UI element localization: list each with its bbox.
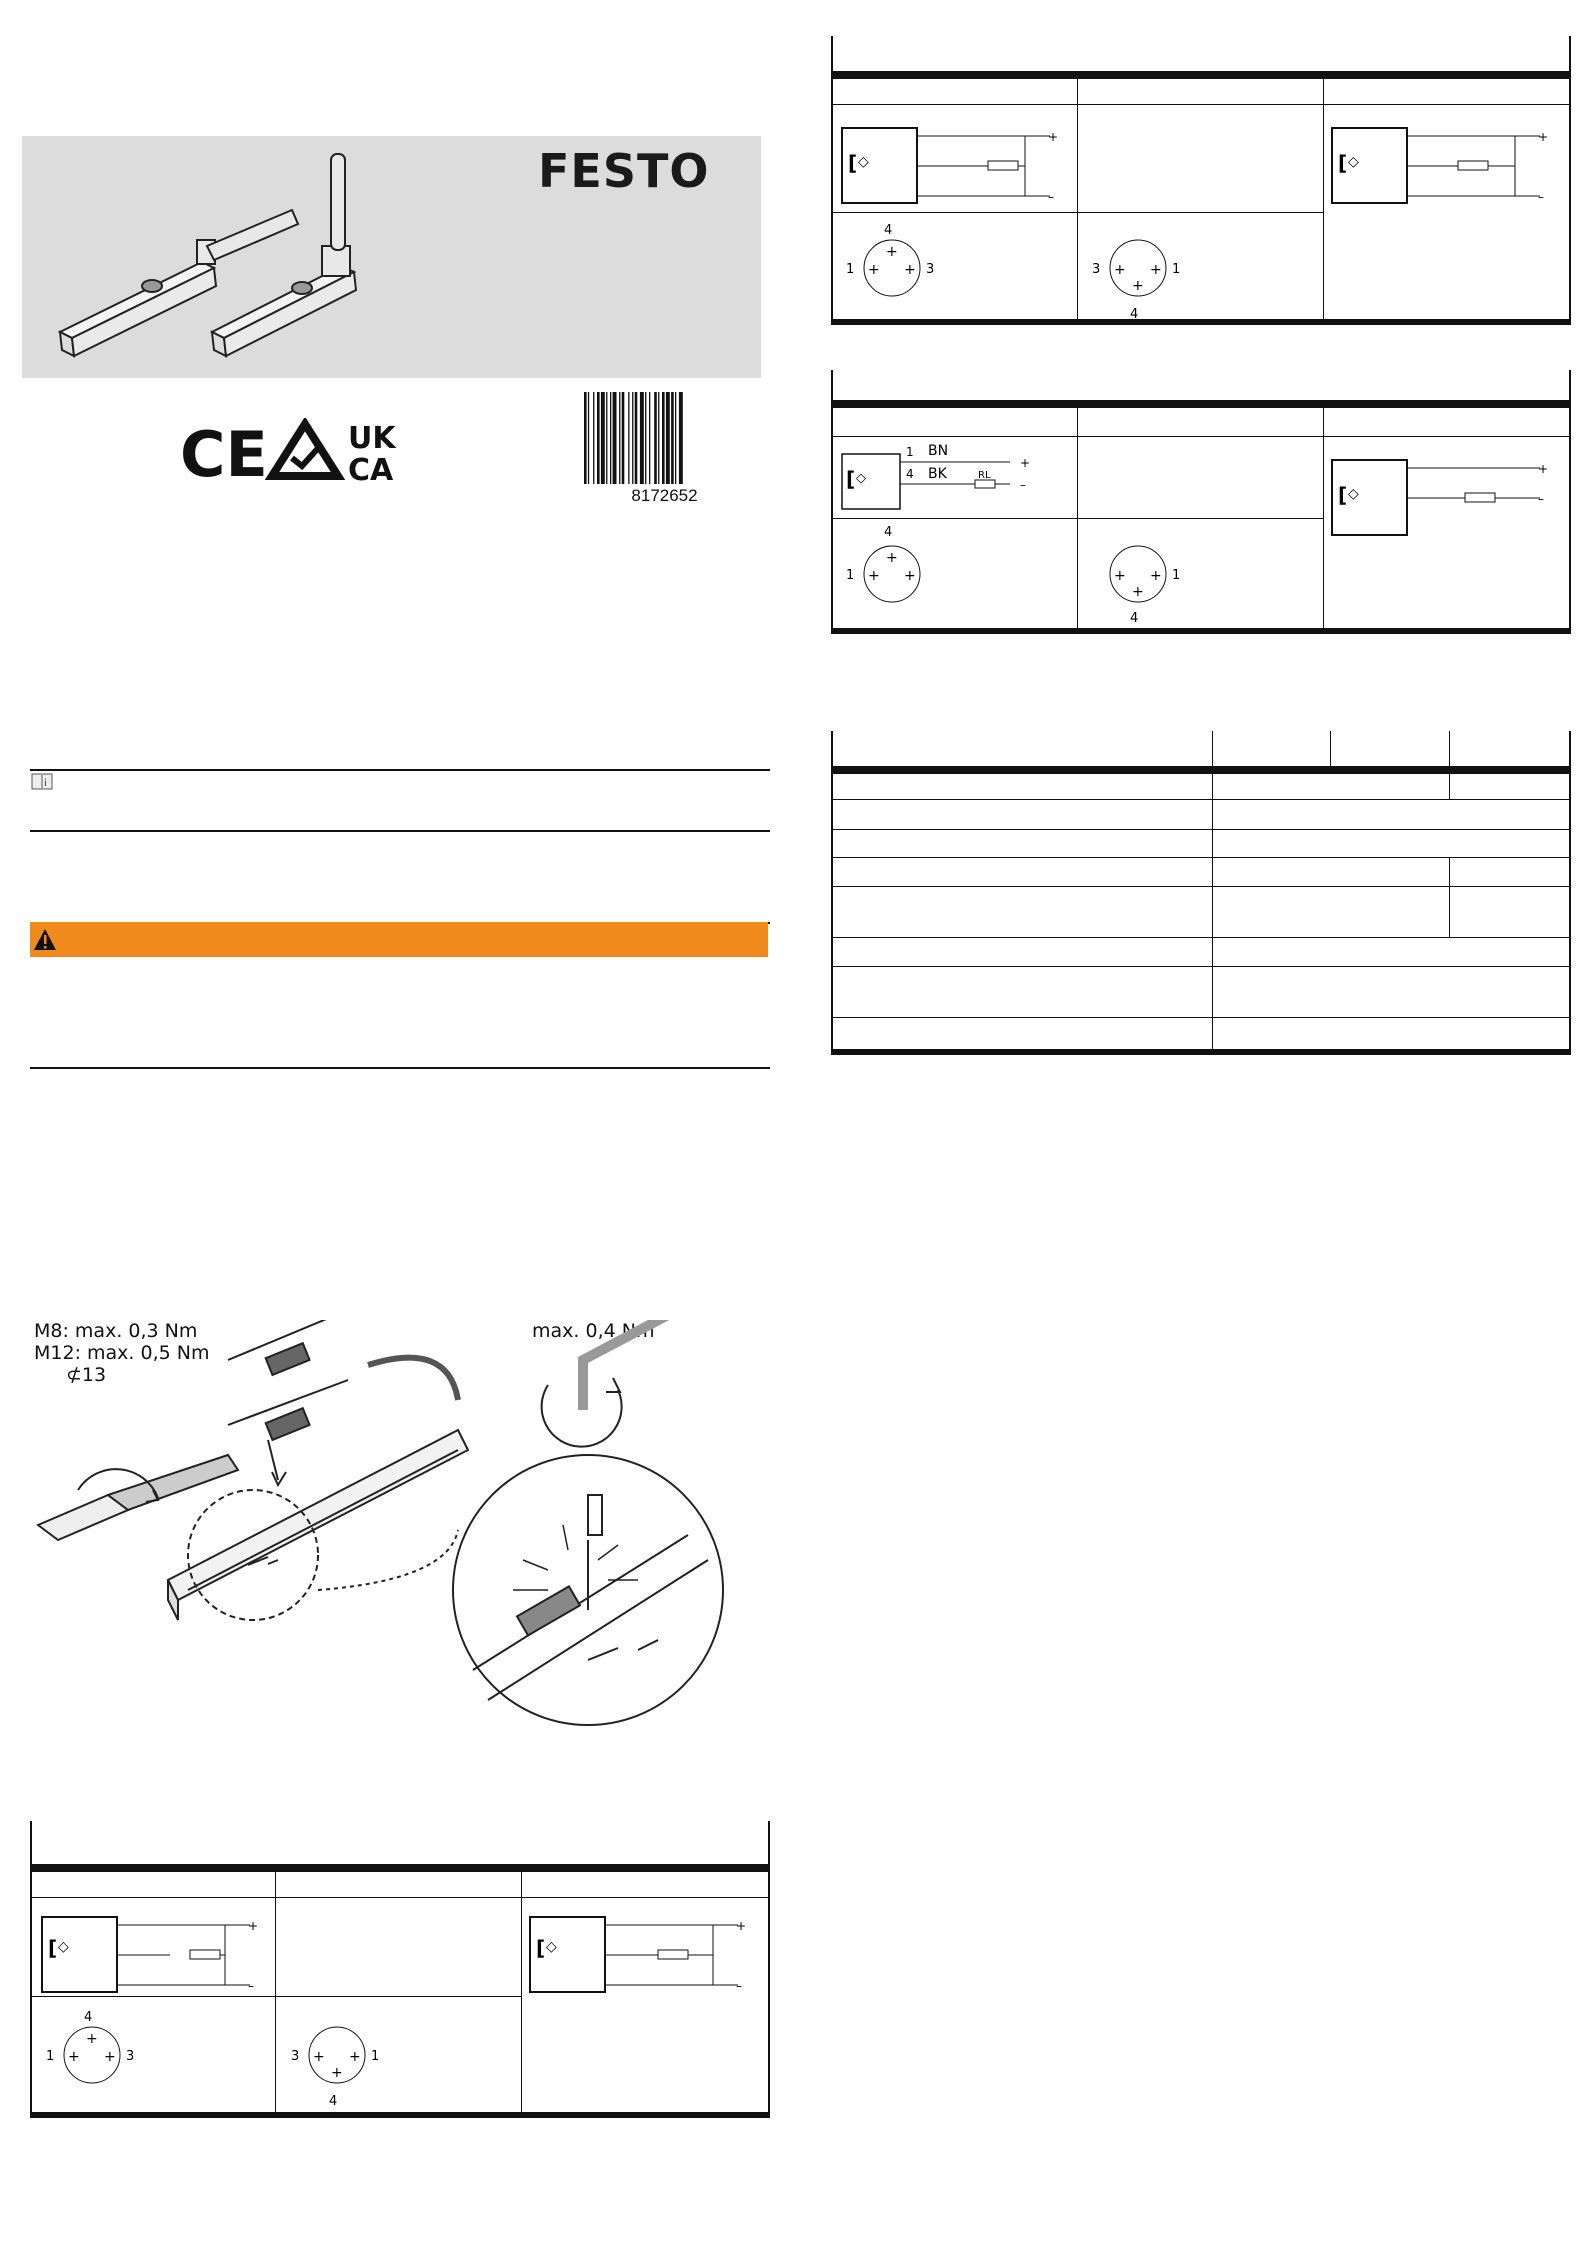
torque-m12-label: M12: max. 0,5 Nm — [34, 1342, 210, 1364]
barcode-bar — [635, 392, 638, 484]
svg-text:+: + — [1538, 130, 1549, 144]
pin-diagram-2wire-rear — [1086, 522, 1286, 627]
torque-m8-label: M8: max. 0,3 Nm — [34, 1320, 198, 1342]
svg-text:4: 4 — [1130, 307, 1139, 321]
barcode-bar — [632, 392, 633, 484]
svg-text:[: [ — [48, 1936, 58, 1960]
barcode-bar — [597, 392, 600, 484]
book-info-icon — [31, 772, 55, 792]
svg-text:+: + — [68, 2049, 80, 2065]
svg-text:–: – — [1020, 478, 1026, 492]
svg-text:+: + — [313, 2049, 325, 2065]
svg-text:◇: ◇ — [546, 1939, 557, 1955]
rcm-mark — [272, 424, 338, 476]
svg-text:1: 1 — [846, 568, 855, 583]
svg-text:+: + — [248, 1919, 259, 1933]
ce-mark: CE — [180, 418, 268, 488]
barcode-bar — [671, 392, 674, 484]
svg-text:◇: ◇ — [858, 154, 869, 170]
barcode-bar — [588, 392, 589, 484]
ukca-mark-top: UK — [348, 421, 396, 456]
svg-text:+: + — [104, 2049, 116, 2065]
svg-text:3: 3 — [291, 2049, 300, 2064]
warning-triangle-icon — [30, 922, 60, 957]
barcode-bar — [610, 392, 611, 484]
svg-text:3: 3 — [926, 262, 935, 277]
svg-text:+: + — [904, 262, 916, 278]
svg-text:3: 3 — [1092, 262, 1101, 277]
pin-diagram-2wire — [840, 522, 1040, 627]
warning-bar — [30, 922, 768, 957]
barcode-bar — [662, 392, 665, 484]
barcode-bar — [628, 392, 629, 484]
section-rule — [30, 769, 770, 771]
svg-text:◇: ◇ — [58, 1939, 69, 1955]
svg-text:BN: BN — [928, 443, 949, 459]
svg-text:4: 4 — [906, 467, 914, 481]
svg-text:[: [ — [536, 1936, 546, 1960]
svg-text:+: + — [86, 2031, 98, 2047]
svg-text:◇: ◇ — [856, 471, 866, 486]
svg-text:+: + — [1114, 262, 1126, 278]
section-rule — [30, 830, 770, 832]
wrench-icon: ⊄ — [66, 1364, 82, 1386]
svg-text:+: + — [1132, 584, 1144, 600]
pin-diagram-m8-top-rear — [1086, 216, 1286, 321]
pin-diagram-m8-top — [840, 216, 1040, 321]
svg-text:4: 4 — [884, 525, 893, 540]
svg-text:–: – — [736, 1979, 742, 1993]
svg-text:◇: ◇ — [1348, 486, 1359, 502]
svg-text:+: + — [736, 1919, 747, 1933]
barcode-bar — [649, 392, 650, 484]
barcode-bar — [619, 392, 620, 484]
svg-text:+: + — [886, 244, 898, 260]
svg-text:+: + — [868, 262, 880, 278]
svg-text:◇: ◇ — [1348, 154, 1359, 170]
svg-text:+: + — [1020, 456, 1031, 470]
svg-text:+: + — [1150, 568, 1162, 584]
svg-text:[: [ — [1338, 151, 1348, 175]
svg-text:+: + — [904, 568, 916, 584]
pin-diagram-m8 — [40, 2003, 240, 2108]
barcode-bar — [654, 392, 657, 484]
svg-text:1: 1 — [371, 2049, 380, 2064]
barcode-number: 8172652 — [631, 486, 698, 505]
svg-text:+: + — [886, 550, 898, 566]
wrench-size-value: 13 — [81, 1364, 107, 1386]
hex-wrench-icon — [583, 1320, 668, 1410]
svg-text:1: 1 — [1172, 568, 1181, 583]
barcode-bar — [601, 392, 605, 484]
barcode-bar — [645, 392, 646, 484]
svg-text:[: [ — [848, 151, 858, 175]
barcode-bar — [613, 392, 617, 484]
barcode-bar — [606, 392, 607, 484]
pin-diagram-m8-rear — [285, 2003, 485, 2108]
svg-text:+: + — [868, 568, 880, 584]
svg-text:[: [ — [846, 467, 856, 491]
barcode-bar — [666, 392, 670, 484]
barcode-bar — [658, 392, 659, 484]
svg-text:+: + — [1150, 262, 1162, 278]
svg-text:3: 3 — [126, 2049, 135, 2064]
festo-logo: FESTO — [538, 144, 710, 198]
ukca-mark-bottom: CA — [348, 453, 394, 488]
svg-text:+: + — [1132, 278, 1144, 294]
svg-text:RL: RL — [978, 470, 991, 481]
barcode-bar — [640, 392, 644, 484]
svg-text:+: + — [349, 2049, 361, 2065]
svg-text:1: 1 — [46, 2049, 55, 2064]
mounting-illustration — [28, 1320, 728, 1730]
svg-text:BK: BK — [928, 466, 947, 482]
barcode — [582, 392, 747, 484]
barcode-bar — [675, 392, 676, 484]
svg-text:4: 4 — [884, 223, 893, 238]
barcode-bar — [679, 392, 683, 484]
svg-text:[: [ — [1338, 483, 1348, 507]
svg-text:+: + — [1538, 462, 1549, 476]
svg-text:–: – — [1538, 190, 1544, 204]
barcode-bar — [622, 392, 625, 484]
screw-torque-label: max. 0,4 Nm — [532, 1320, 655, 1342]
svg-text:4: 4 — [1130, 611, 1139, 626]
svg-text:+: + — [1114, 568, 1126, 584]
svg-text:i: i — [44, 778, 47, 789]
svg-text:1: 1 — [906, 445, 914, 459]
svg-text:+: + — [331, 2065, 343, 2081]
barcode-bar — [584, 392, 587, 484]
barcode-bar — [593, 392, 594, 484]
svg-text:–: – — [248, 1979, 254, 1993]
svg-text:+: + — [1048, 130, 1059, 144]
svg-text:4: 4 — [84, 2010, 93, 2025]
certification-marks — [180, 418, 410, 493]
svg-text:1: 1 — [1172, 262, 1181, 277]
svg-text:–: – — [1048, 190, 1054, 204]
svg-text:4: 4 — [329, 2094, 338, 2108]
svg-text:–: – — [1538, 492, 1544, 506]
svg-text:1: 1 — [846, 262, 855, 277]
section-rule — [30, 1067, 770, 1069]
